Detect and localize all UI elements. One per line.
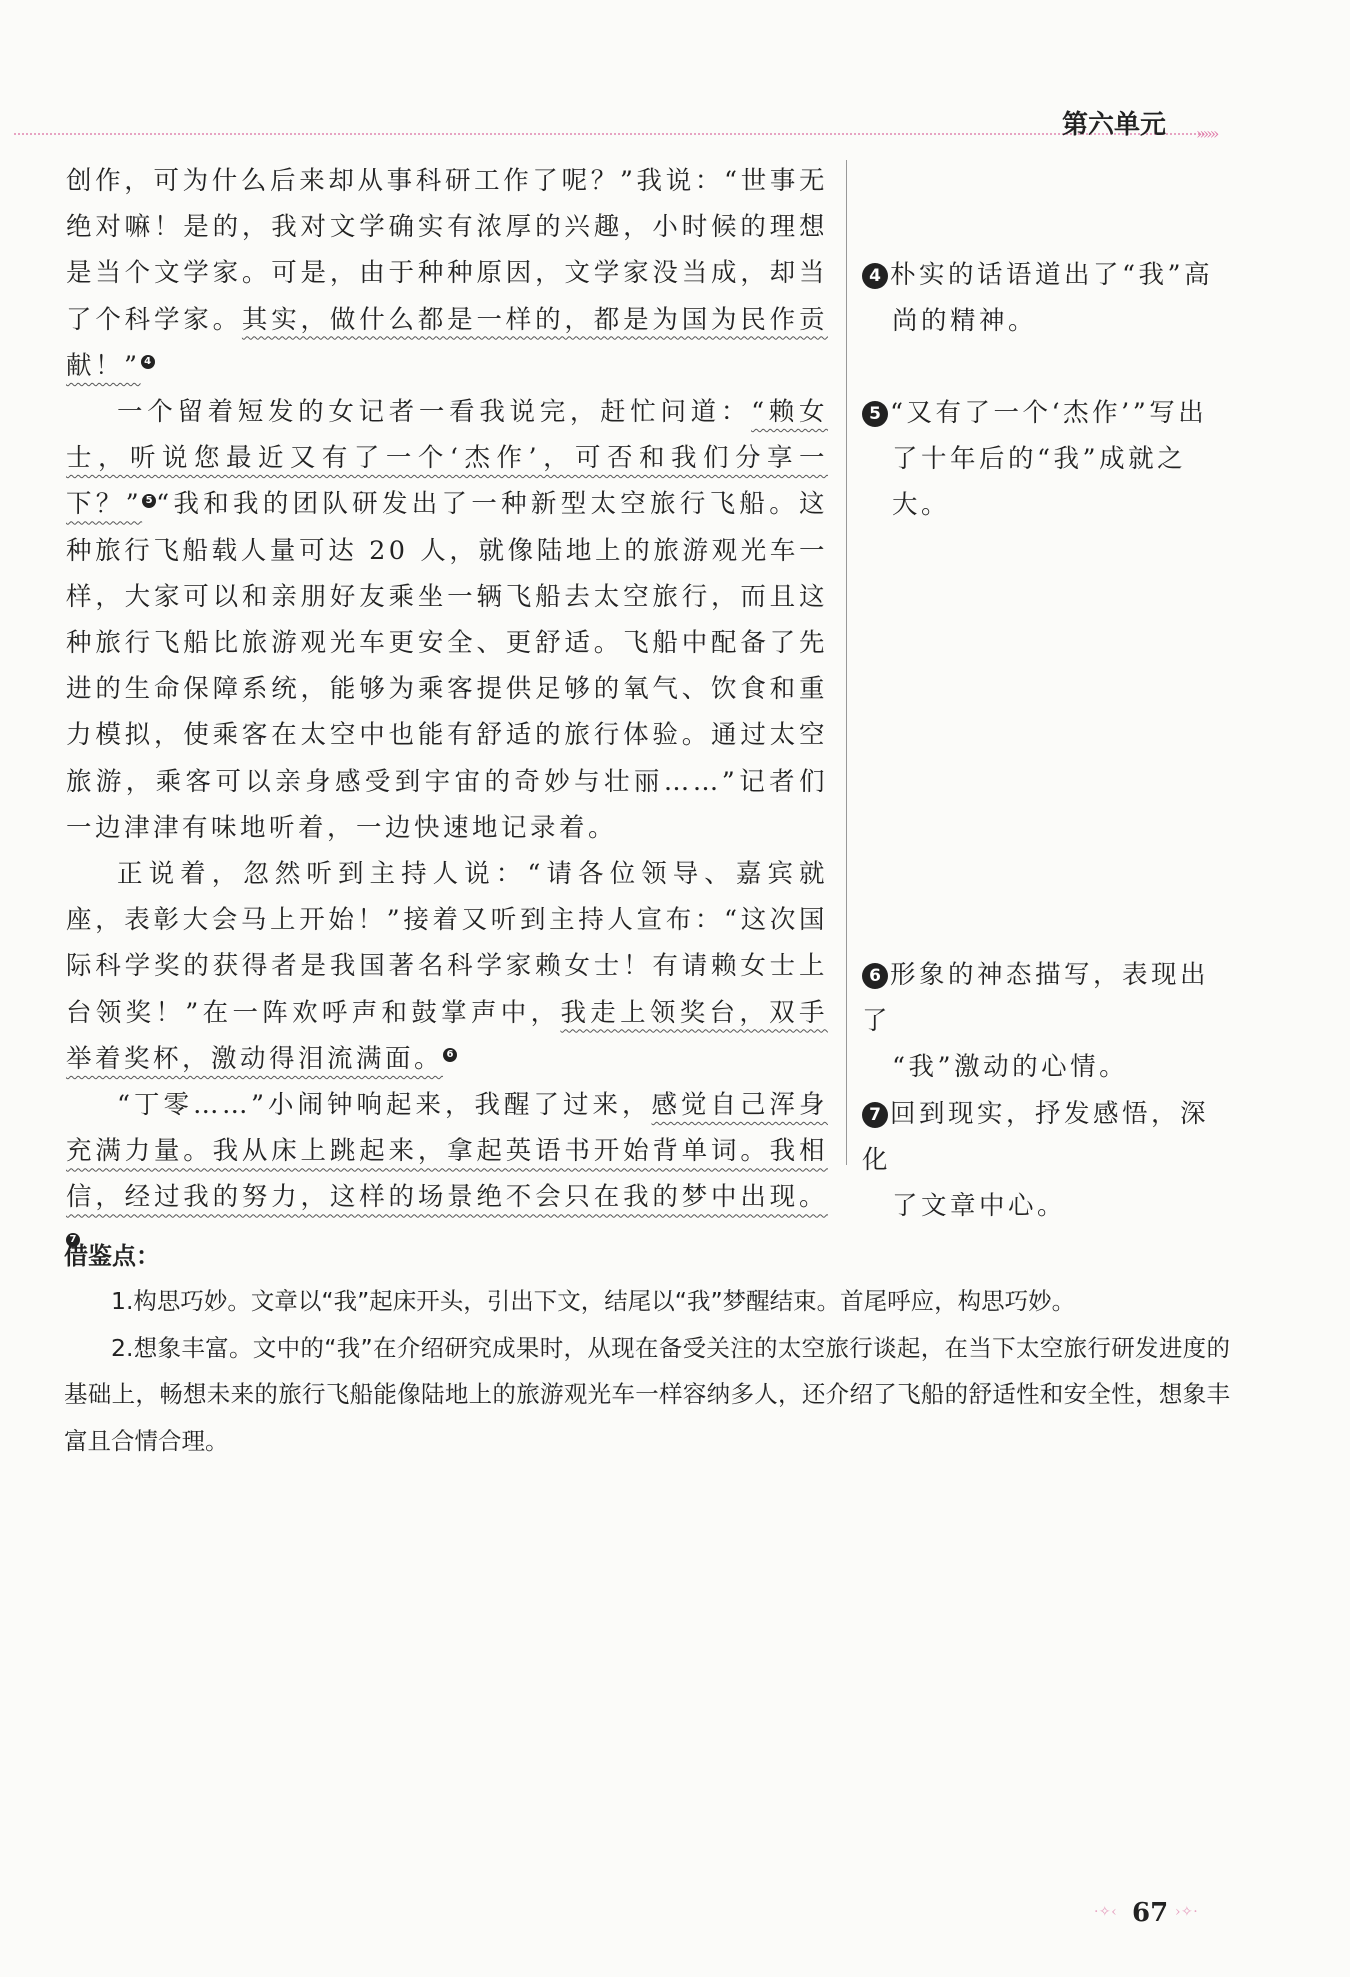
annotation-marker-7: 7 [66,1233,80,1247]
annotation-marker-6: 6 [443,1048,457,1062]
note-text: 了文章中心。 [892,1191,1067,1221]
note-text: 了十年后的“我”成就之大。 [892,444,1187,520]
note-number-badge: 6 [862,963,888,989]
unit-title: 第六单元 [1062,110,1167,140]
highlighted-sentence-4: 其实，做什么都是一样的，都是为国为民作贡献！” [66,304,828,381]
page-number: 67 [1132,1898,1169,1928]
note-number-badge: 5 [862,401,888,427]
header-arrows: »»» [1196,124,1217,143]
paragraph-1 [66,158,828,389]
page-number-decoration-left: · ✧ ‹ [1094,1904,1115,1920]
note-number-badge: 7 [862,1102,888,1128]
side-note-7 [862,1091,1232,1229]
highlighted-sentence-5: “赖女士，听说您最近又有了一个‘杰作’，可否和我们分享一下？” [66,397,828,520]
section-title: 借鉴点： [64,1242,160,1270]
story-text [66,158,828,1267]
section-item: 2.想象丰富。文中的“我”在介绍研究成果时，从现在备受关注的太空旅行谈起，在当下太空旅行研发进度的基础上，畅想未来的旅行飞船能像陆地上的旅游观光车一样容纳多人，还介绍了飞船的舒适性和安全性，想象丰富且合情合理。 [64,1333,1230,1455]
paragraph-2-text-cont: “我和我的团队研发出了一种新型太空旅行飞船。这种旅行飞船载人量可达 20 人，就像陆地上的旅游观光车一样，大家可以和亲朋好友乘坐一辆飞船去太空旅行，而且这种旅行飞船比旅游观光车更安全、更舒适。飞船中配备了先进的生命保障系统，能够为乘客提供足够的氧气、饮食和重力模拟，使乘客在太空中也能有舒适的旅行体验。通过太空旅游，乘客可以亲身感受到宇宙的奇妙与壮丽……”记者们一边津津有味地听着，一边快速地记录着。 [66,489,828,843]
highlighted-sentence-7: 感觉自己浑身充满力量。我从床上跳起来，拿起英语书开始背单词。我相信，经过我的努力，这样的场景绝不会只在我的梦中出现。 [66,1090,828,1213]
note-number-badge: 4 [862,263,888,289]
note-text: “我”激动的心情。 [892,1052,1129,1082]
side-note-5 [862,390,1232,528]
note-text: 形象的神态描写，表现出了 [862,960,1210,1036]
header-divider [14,133,1204,135]
annotation-marker-5: 5 [142,494,156,508]
margin-divider [846,160,847,1165]
paragraph-3 [66,851,828,1082]
annotation-marker-4: 4 [141,355,155,369]
section-item: 1.构思巧妙。文章以“我”起床开头，引出下文，结尾以“我”梦醒结束。首尾呼应，构思巧妙。 [111,1287,1076,1315]
paragraph-1-text: 创作，可为什么后来却从事科研工作了呢？”我说：“世事无绝对嘛！是的，我对文学确实有浓厚的兴趣，小时候的理想是当个文学家。可是，由于种种原因，文学家没当成，却当了个科学家。 [66,166,828,335]
page-number-decoration-right: › ✧ · [1175,1904,1196,1920]
note-text: “又有了一个‘杰作’”写出 [890,398,1208,428]
side-note-6 [862,952,1232,1090]
note-text: 回到现实，抒发感悟，深化 [862,1099,1210,1175]
highlighted-sentence-6: 我走上领奖台，双手举着奖杯，激动得泪流满面。 [66,997,828,1074]
side-note-4 [862,252,1232,344]
paragraph-2-text: 一个留着短发的女记者一看我说完，赶忙问道： [117,397,752,428]
note-text: 尚的精神。 [892,306,1038,336]
paragraph-4-text: “丁零……”小闹钟响起来，我醒了过来， [117,1090,652,1121]
paragraph-2 [66,389,828,851]
paragraph-3-text: 正说着，忽然听到主持人说：“请各位领导、嘉宾就座，表彰大会马上开始！”接着又听到主持人宣布：“这次国际科学奖的获得者是我国著名科学家赖女士！有请赖女士上台领奖！”在一阵欢呼声和鼓掌声中， [66,859,828,1028]
note-text: 朴实的话语道出了“我”高 [890,260,1214,290]
paragraph-4 [66,1082,828,1267]
section-body [64,1278,1230,1464]
